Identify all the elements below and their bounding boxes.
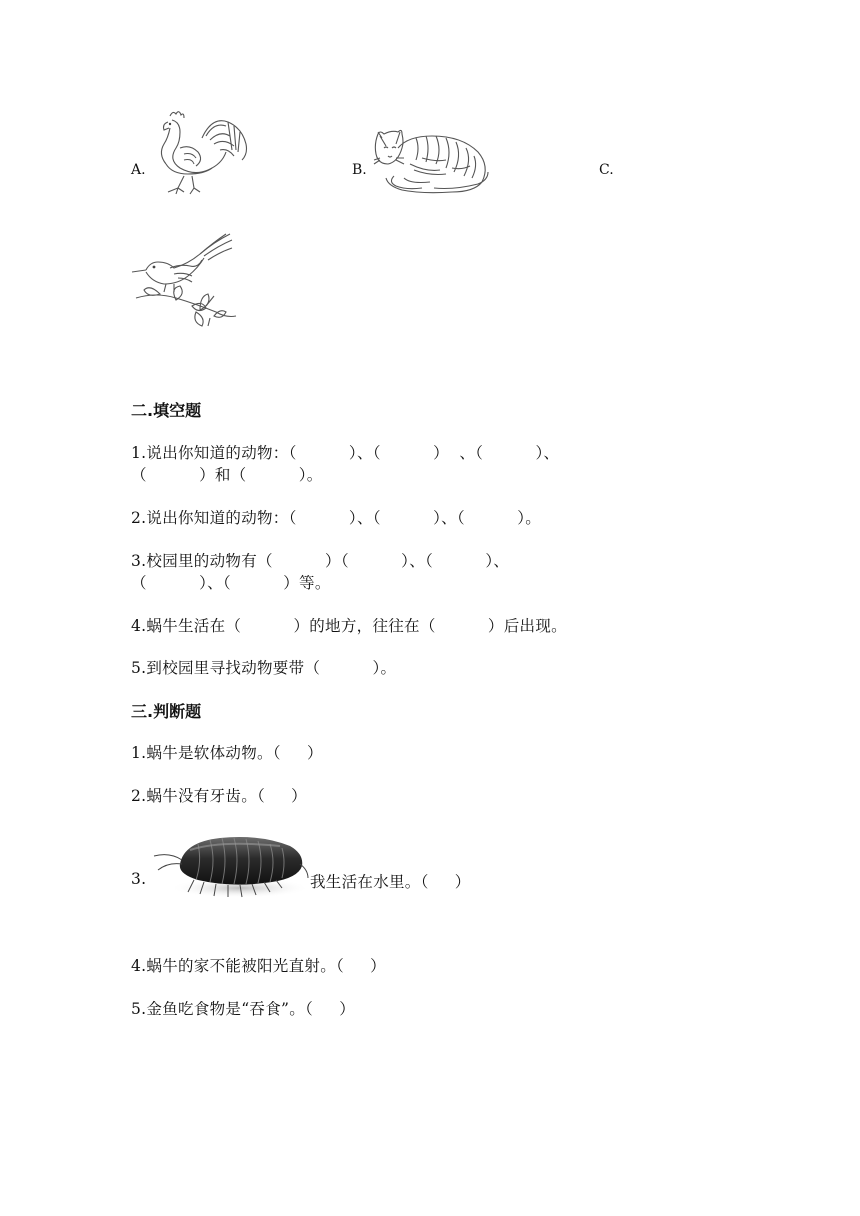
judgment-q2: 2.蜗牛没有牙齿。（ ） xyxy=(131,787,307,805)
judgment-q4: 4.蜗牛的家不能被阳光直射。（ ） xyxy=(131,957,386,975)
judgment-q5: 5.金鱼吃食物是“吞食”。（ ） xyxy=(131,1000,356,1018)
fill-blank-q1-line2: （ ）和（ ）。 xyxy=(131,466,323,484)
pill-bug-photo xyxy=(150,830,310,900)
fill-blank-q5: 5.到校园里寻找动物要带（ ）。 xyxy=(131,659,397,677)
fill-blank-q2: 2.说出你知道的动物：（ ）、（ ）、（ ）。 xyxy=(131,509,542,527)
bird-on-branch-drawing xyxy=(130,230,238,330)
fill-blank-heading: 二.填空题 xyxy=(131,401,202,420)
judgment-q1: 1.蜗牛是软体动物。（ ） xyxy=(131,744,323,762)
judgment-q3-number: 3. xyxy=(131,870,147,888)
fill-blank-q4: 4.蜗牛生活在（ ）的地方，往往在（ ）后出现。 xyxy=(131,617,567,635)
judgment-q3-text: 我生活在水里。（ ） xyxy=(310,873,471,891)
option-b-label: B. xyxy=(352,162,367,178)
judgment-heading: 三.判断题 xyxy=(131,702,202,721)
option-a-label: A. xyxy=(131,162,146,178)
fill-blank-q3-line2: （ ）、（ ）等。 xyxy=(131,574,331,592)
fill-blank-q1-line1: 1.说出你知道的动物：（ ）、（ ） 、（ ）、 xyxy=(131,444,560,462)
cat-drawing xyxy=(374,128,490,194)
fill-blank-q3-line1: 3.校园里的动物有（ ）（ ）、（ ）、 xyxy=(131,552,510,570)
option-c-label: C. xyxy=(599,162,614,178)
rooster-drawing xyxy=(150,108,250,196)
